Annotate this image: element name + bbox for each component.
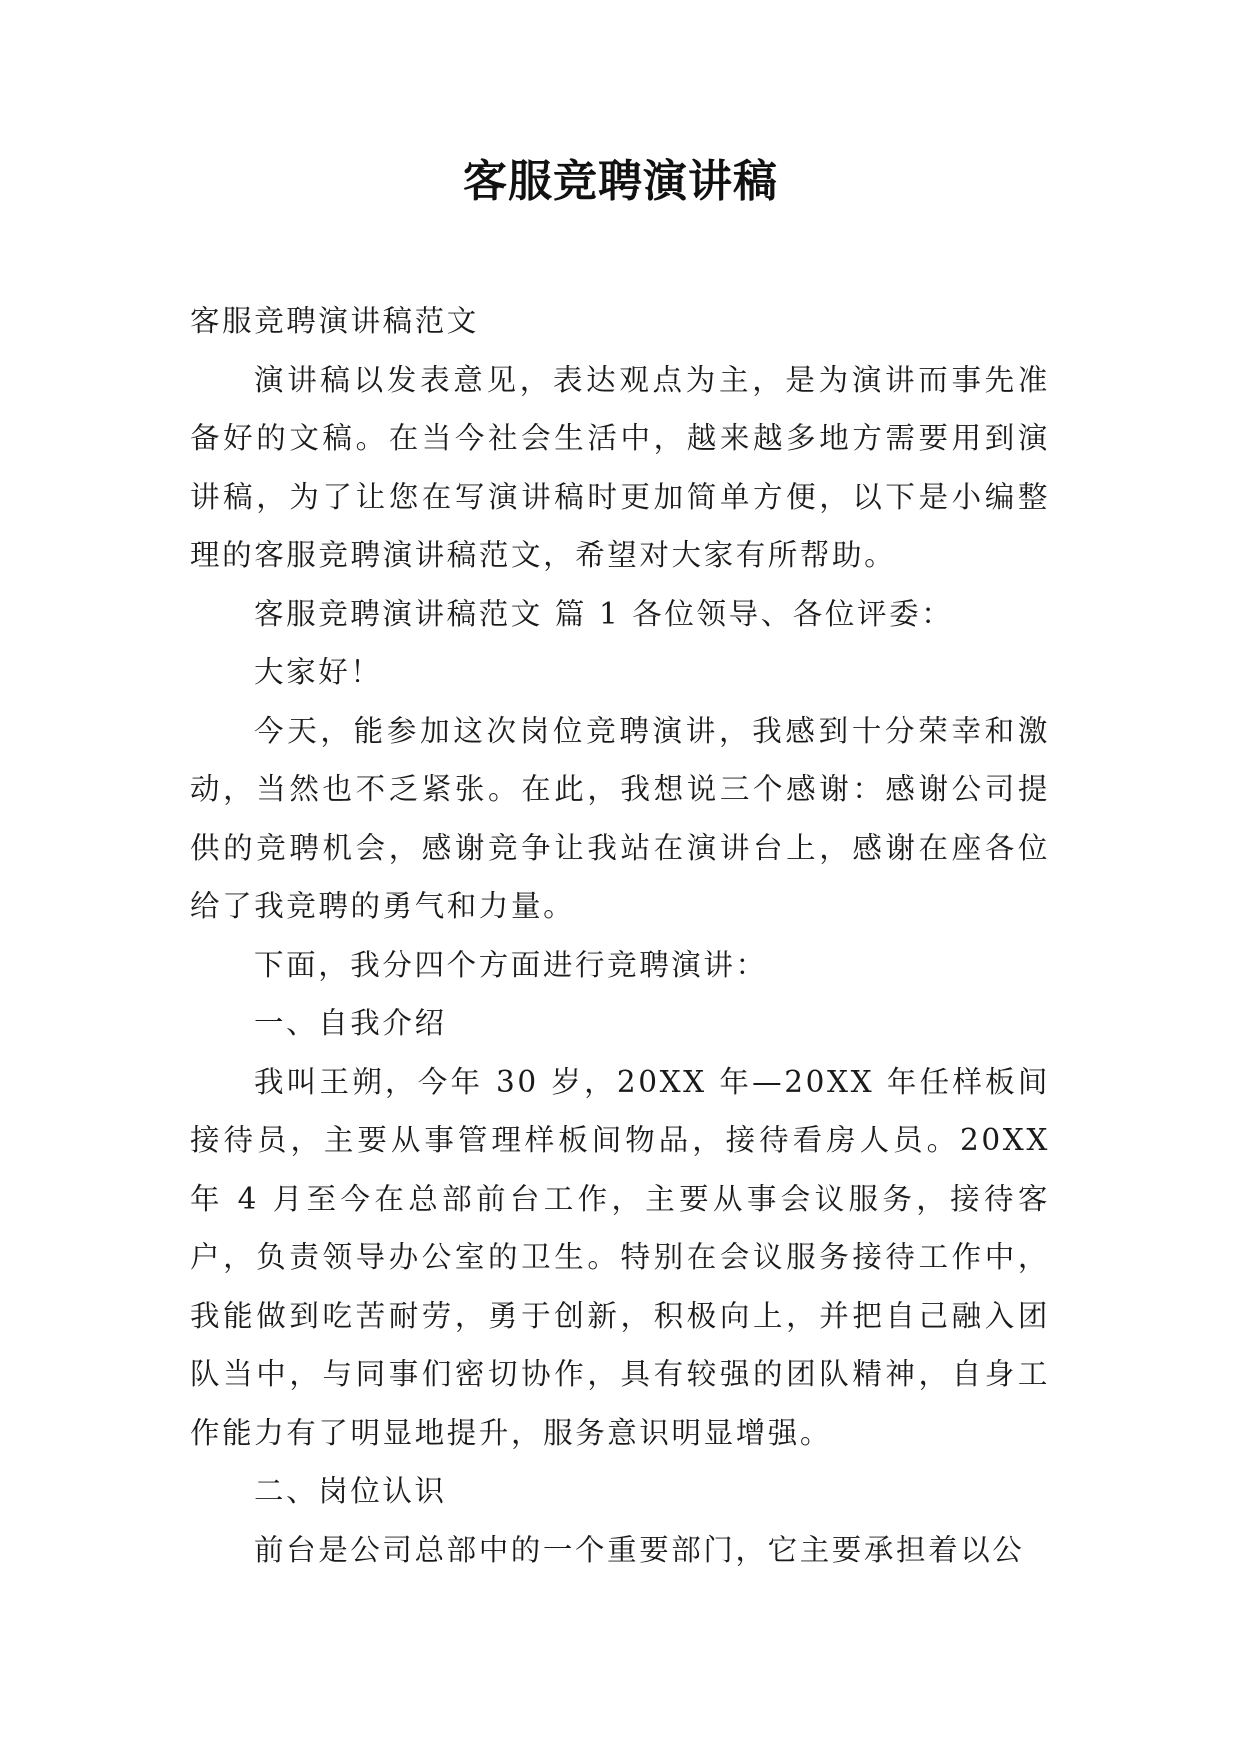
greeting-paragraph: 大家好！ bbox=[254, 655, 383, 689]
subtitle-paragraph: 客服竞聘演讲稿范文 bbox=[190, 304, 479, 338]
salutation-paragraph: 客服竞聘演讲稿范文 篇 1 各位领导、各位评委： bbox=[254, 596, 954, 631]
document-title: 客服竞聘演讲稿 bbox=[463, 156, 778, 207]
self-introduction-paragraph: 我叫王朔，今年 30 岁，20XX 年—20XX 年任样板间接待员，主要从事管理样板间物品，接待看房人员。20XX 年 4 月至今在总部前台工作，主要从事会议服务，接待客户，负责领导办公室的卫生。特别在会议服务接待工作中，我能做到吃苦耐劳，勇于创新，积极向上，并把自己融入团队当中，与同事们密切协作，具有较强的团队精神，自身工作能力有了明显地提升，服务意识明显增强。 bbox=[190, 1064, 1050, 1450]
position-understanding-paragraph: 前台是公司总部中的一个重要部门，它主要承担着以公 bbox=[254, 1532, 1025, 1567]
document-body bbox=[190, 292, 1050, 1579]
section-heading-position-understanding: 二、岗位认识 bbox=[254, 1474, 447, 1508]
outline-paragraph: 下面，我分四个方面进行竞聘演讲： bbox=[254, 947, 768, 982]
section-heading-self-introduction: 一、自我介绍 bbox=[254, 1006, 447, 1040]
opening-paragraph: 今天，能参加这次岗位竞聘演讲，我感到十分荣幸和激动，当然也不乏紧张。在此，我想说三个感谢：感谢公司提供的竞聘机会，感谢竞争让我站在演讲台上，感谢在座各位给了我竞聘的勇气和力量。 bbox=[190, 713, 1050, 923]
intro-paragraph: 演讲稿以发表意见，表达观点为主，是为演讲而事先准备好的文稿。在当今社会生活中，越来越多地方需要用到演讲稿，为了让您在写演讲稿时更加简单方便，以下是小编整理的客服竞聘演讲稿范文，希望对大家有所帮助。 bbox=[190, 362, 1050, 572]
